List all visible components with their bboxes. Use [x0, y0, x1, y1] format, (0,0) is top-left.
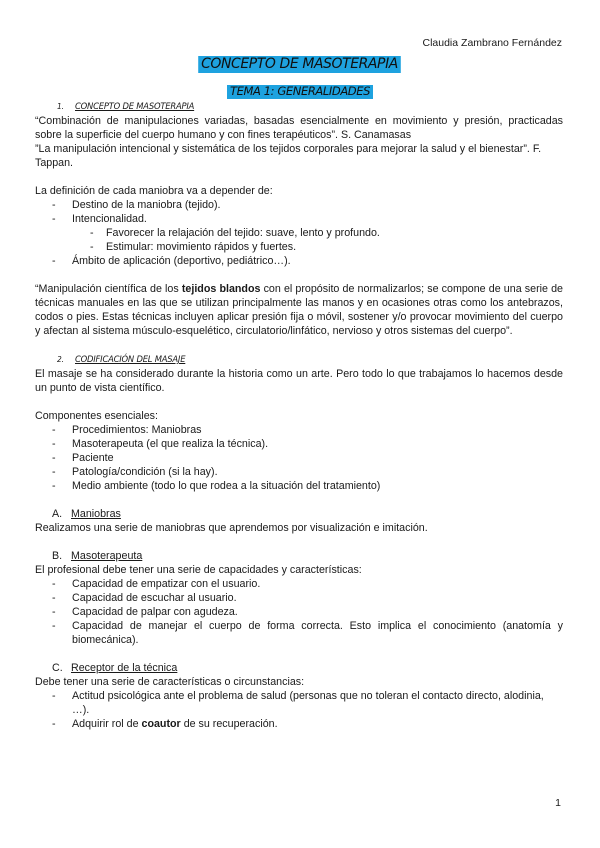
quote-canamasas: “Combinación de manipulaciones variadas, basadas esencialmente en movimiento y presión, practicadas sobre la superficie del cuerpo humano y con fines terapéuticos”. S. Canamasas [35, 115, 563, 141]
list-item: - Capacidad de escuchar al usuario. [35, 591, 563, 605]
list-item: - Ámbito de aplicación (deportivo, pediátrico…). [35, 254, 563, 268]
subsection-c-label: Receptor de la técnica [71, 662, 178, 674]
subsection-c-heading [35, 661, 563, 675]
list-item: - Patología/condición (si la hay). [35, 465, 563, 479]
subsection-b-label: Masoterapeuta [71, 550, 143, 562]
subsection-a-letter: A. [52, 508, 63, 520]
components-title: Componentes esenciales: [35, 410, 158, 422]
manip-text-end: con el propósito de normalizarlos; se compone de una serie de técnicas manuales en las que se utilizan principalmente las manos y en ocasiones otras como los antebrazos, codos o pies. Estas técnicas incluyen aplicar presión fija o móvil, sostener y/o provocar movimiento del cuerpo y afectan al sistema músculo-esquelético, circulatorio/linfático, nervioso y otros sistemas del cuerpo”. [35, 283, 563, 337]
definition-list-cont [35, 254, 563, 268]
subsection-b-letter: B. [52, 550, 63, 562]
definition-list [35, 198, 563, 226]
list-item: - Paciente [35, 451, 563, 465]
document-body [35, 99, 563, 731]
page-number: 1 [555, 797, 561, 809]
section-2-title: CODIFICACIÓN DEL MASAJE [75, 354, 186, 364]
list-item: - Capacidad de palpar con agudeza. [35, 605, 563, 619]
section-1-title: CONCEPTO DE MASOTERAPIA [75, 101, 195, 111]
section-1-number: 1. [57, 102, 64, 111]
document-title: CONCEPTO DE MASOTERAPIA [199, 56, 402, 73]
manipulation-quote [35, 282, 563, 338]
document-subtitle: TEMA 1: GENERALIDADES [227, 85, 373, 99]
subsection-b-text: El profesional debe tener una serie de capacidades y características: [35, 564, 362, 576]
list-item: - Medio ambiente (todo lo que rodea a la situación del tratamiento) [35, 479, 563, 493]
subsection-a-text: Realizamos una serie de maniobras que aprendemos por visualización e imitación. [35, 522, 428, 534]
list-item: - Destino de la maniobra (tejido). [35, 198, 563, 212]
list-item: - Masoterapeuta (el que realiza la técnica). [35, 437, 563, 451]
subsection-c-letter: C. [52, 662, 63, 674]
subtitle-block [0, 82, 600, 100]
author-name: Claudia Zambrano Fernández [422, 37, 562, 49]
subsection-c-text: Debe tener una serie de características o circunstancias: [35, 676, 305, 688]
section-2-number: 2. [57, 355, 64, 364]
sub-list-item: - Favorecer la relajación del tejido: suave, lento y profundo. [35, 226, 563, 240]
definition-intro: La definición de cada maniobra va a depender de: [35, 185, 273, 197]
coautor-bold-term: coautor [141, 718, 181, 730]
subsection-a-heading [35, 507, 563, 521]
list-item [35, 717, 563, 731]
manip-bold-term: tejidos blandos [181, 283, 261, 295]
section-2-heading [35, 352, 563, 367]
list-item: - Capacidad de empatizar con el usuario. [35, 577, 563, 591]
list-item: - Intencionalidad. [35, 212, 563, 226]
subsection-b-heading [35, 549, 563, 563]
title-block [0, 55, 600, 73]
coautor-text-end: de su recuperación. [180, 718, 278, 730]
sub-list-item: - Estimular: movimiento rápidos y fuertes. [35, 240, 563, 254]
subsection-a-label: Maniobras [71, 508, 121, 520]
section-1-heading [35, 99, 563, 114]
coautor-text-start: Adquirir rol de [72, 718, 142, 730]
list-item: - Capacidad de manejar el cuerpo de forma correcta. Esto implica el conocimiento (anatomía y biomecánica). [35, 619, 563, 647]
manip-text-start: “Manipulación científica de los [35, 283, 182, 295]
intencionalidad-sublist [35, 226, 563, 254]
components-list [35, 423, 563, 493]
capacities-list [35, 577, 563, 647]
quote-tappan: ”La manipulación intencional y sistemática de los tejidos corporales para mejorar la salud y el bienestar”. F. Tappan. [35, 143, 542, 169]
list-item: - Procedimientos: Maniobras [35, 423, 563, 437]
list-item: - Actitud psicológica ante el problema de salud (personas que no toleran el contacto directo, alodinia, …). [35, 689, 563, 717]
receptor-list [35, 689, 563, 731]
section-2-paragraph: El masaje se ha considerado durante la historia como un arte. Pero todo lo que trabajamos lo hacemos desde un punto de vista científico. [35, 368, 563, 394]
